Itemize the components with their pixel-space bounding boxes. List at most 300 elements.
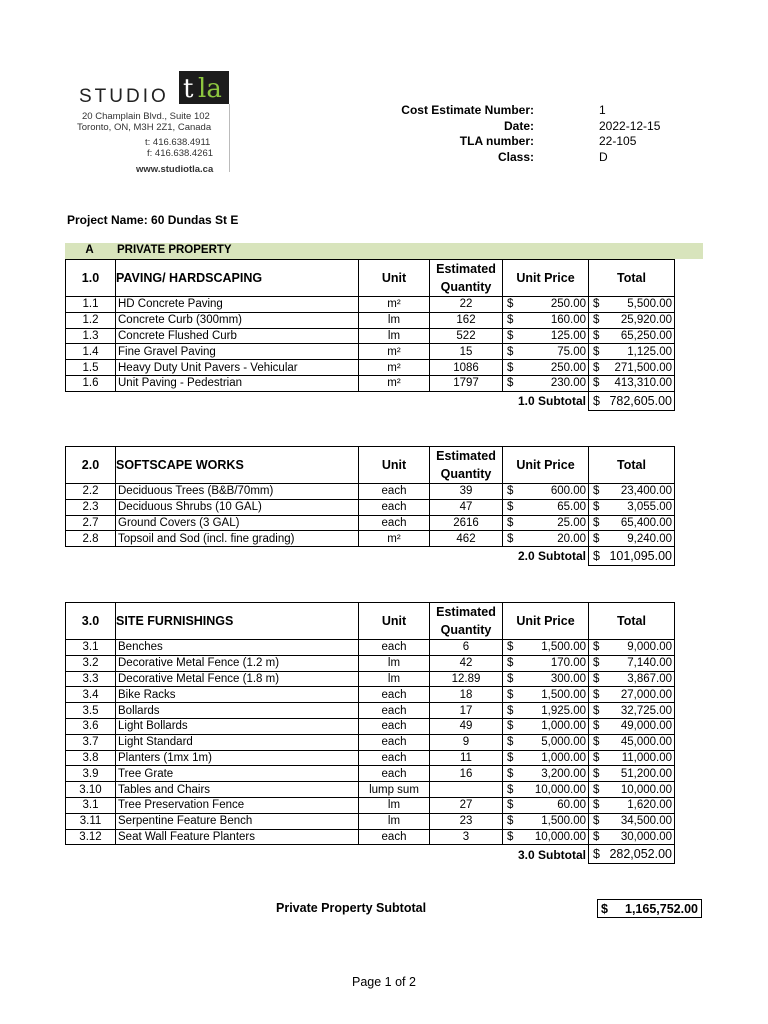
item-quantity: 18: [430, 687, 503, 703]
item-code: 2.7: [66, 515, 116, 531]
item-unit: lm: [359, 671, 430, 687]
item-code: 2.3: [66, 499, 116, 515]
table-header-row: [66, 447, 675, 484]
class-label: Class:: [497, 150, 534, 164]
item-unit-price: [503, 766, 589, 782]
currency-symbol: $: [593, 361, 600, 374]
item-description: Light Standard: [116, 734, 359, 750]
item-quantity: 6: [430, 640, 503, 656]
currency-symbol: $: [507, 314, 514, 327]
header-total: Total: [589, 447, 675, 484]
table-row: [66, 734, 675, 750]
header-estimated-quantity: [430, 603, 503, 640]
currency-symbol: $: [507, 767, 514, 780]
item-total: [589, 671, 675, 687]
item-unit-price: [503, 297, 589, 313]
item-total: [589, 655, 675, 671]
item-quantity: 1086: [430, 360, 503, 376]
item-total-value: 34,500.00: [620, 815, 672, 828]
item-unit-price: [503, 718, 589, 734]
item-code: 3.11: [66, 813, 116, 829]
tla-number-value: 22-105: [599, 134, 637, 148]
item-code: 3.9: [66, 766, 116, 782]
table-row: [66, 360, 675, 376]
currency-symbol: $: [507, 361, 514, 374]
item-unit-price: [503, 655, 589, 671]
item-total-wrap: [591, 783, 672, 797]
table-row: [66, 766, 675, 782]
item-code: 2.2: [66, 484, 116, 500]
subtotal-row: [66, 391, 675, 410]
subtotal: [589, 845, 675, 864]
item-total-value: 65,250.00: [620, 329, 672, 342]
table-row: [66, 797, 675, 813]
item-description: Topsoil and Sod (incl. fine grading): [116, 531, 359, 547]
section-code: 1.0: [66, 260, 116, 297]
subtotal-label: 1.0 Subtotal: [517, 394, 586, 409]
table-header-row: [66, 603, 675, 640]
item-total: [589, 750, 675, 766]
item-total-value: 9,240.00: [627, 532, 672, 545]
table-row: [66, 515, 675, 531]
currency-symbol: $: [507, 377, 514, 390]
item-unit-price-value: 1,500.00: [541, 688, 586, 701]
item-unit-price-value: 250.00: [550, 361, 586, 374]
item-unit-price-wrap: [505, 735, 586, 749]
table-row: [66, 375, 675, 391]
logo-t-letter: t: [183, 74, 194, 104]
tla-number-label: TLA number:: [459, 134, 534, 148]
table-row: [66, 328, 675, 344]
logo-la-letters: la: [198, 74, 222, 104]
subtotal-value: 101,095.00: [609, 549, 672, 564]
currency-symbol: $: [593, 298, 600, 311]
item-unit-price-wrap: [505, 376, 586, 390]
item-unit-price-value: 60.00: [557, 799, 586, 812]
item-total-wrap: [591, 345, 672, 359]
currency-symbol: $: [593, 704, 600, 717]
subtotal-label: 2.0 Subtotal: [517, 549, 586, 564]
currency-symbol: $: [507, 516, 514, 529]
table-row: [66, 718, 675, 734]
private-property-subtotal-value: 1,165,752.00: [625, 901, 698, 916]
item-code: 3.4: [66, 687, 116, 703]
item-code: 3.10: [66, 782, 116, 798]
item-quantity: 16: [430, 766, 503, 782]
item-total-wrap: [591, 688, 672, 702]
item-quantity: [430, 782, 503, 798]
item-quantity: 15: [430, 344, 503, 360]
item-quantity: 12.89: [430, 671, 503, 687]
currency-symbol: $: [593, 688, 600, 701]
item-unit-price-wrap: [505, 798, 586, 812]
item-total-value: 271,500.00: [614, 361, 672, 374]
item-total: [589, 360, 675, 376]
item-description: Concrete Flushed Curb: [116, 328, 359, 344]
item-description: Bike Racks: [116, 687, 359, 703]
table-row: [66, 750, 675, 766]
item-total-wrap: [591, 361, 672, 375]
currency-symbol: $: [593, 501, 600, 514]
item-unit-price-value: 170.00: [550, 657, 586, 670]
item-total: [589, 484, 675, 500]
section-a-title: PRIVATE PROPERTY: [117, 244, 232, 256]
header-qty-line1: Estimated: [436, 449, 496, 463]
subtotal-value: 782,605.00: [609, 393, 672, 408]
item-code: 3.7: [66, 734, 116, 750]
currency-symbol: $: [593, 815, 600, 828]
item-description: Tables and Chairs: [116, 782, 359, 798]
item-unit-price-value: 5,000.00: [541, 736, 586, 749]
site-furnishings-table: [65, 602, 675, 864]
item-unit-price-value: 250.00: [550, 298, 586, 311]
table-row: [66, 687, 675, 703]
item-total: [589, 640, 675, 656]
item-total-value: 3,867.00: [627, 672, 672, 685]
item-description: Concrete Curb (300mm): [116, 312, 359, 328]
item-unit-price-value: 65.00: [557, 501, 586, 514]
item-total: [589, 687, 675, 703]
item-code: 3.8: [66, 750, 116, 766]
section-a-band: [65, 243, 703, 259]
item-unit: each: [359, 484, 430, 500]
item-total-value: 25,920.00: [620, 314, 672, 327]
item-description: Benches: [116, 640, 359, 656]
subtotal-row: [66, 547, 675, 566]
item-total-value: 413,310.00: [614, 377, 672, 390]
item-description: Fine Gravel Paving: [116, 344, 359, 360]
item-unit: each: [359, 734, 430, 750]
item-unit-price: [503, 813, 589, 829]
table-row: [66, 829, 675, 845]
section-title: PAVING/ HARDSCAPING: [116, 260, 359, 297]
header-unit-price: Unit Price: [503, 260, 589, 297]
currency-symbol: $: [593, 657, 600, 670]
item-unit: each: [359, 515, 430, 531]
header-qty-line2: Quantity: [440, 280, 492, 294]
item-unit: lump sum: [359, 782, 430, 798]
address-line-1: 20 Champlain Blvd., Suite 102: [82, 111, 210, 122]
item-unit: m²: [359, 297, 430, 313]
item-total: [589, 734, 675, 750]
item-total-value: 30,000.00: [620, 830, 672, 843]
private-property-subtotal-label: Private Property Subtotal: [276, 901, 427, 915]
item-unit-price-wrap: [505, 484, 586, 498]
item-unit: lm: [359, 797, 430, 813]
item-total-value: 51,200.00: [620, 767, 672, 780]
item-unit-price-value: 3,200.00: [541, 767, 586, 780]
section-title: SOFTSCAPE WORKS: [116, 447, 359, 484]
subtotal-label: 3.0 Subtotal: [517, 847, 586, 862]
item-unit-price: [503, 531, 589, 547]
header-unit-price: Unit Price: [503, 603, 589, 640]
tla-number-row: [440, 134, 680, 150]
item-total: [589, 782, 675, 798]
table-row: [66, 484, 675, 500]
item-total-value: 1,125.00: [627, 345, 672, 358]
item-unit-price-wrap: [505, 313, 586, 327]
item-unit-price: [503, 312, 589, 328]
currency-symbol: $: [507, 657, 514, 670]
item-total-value: 32,725.00: [620, 704, 672, 717]
subtotal-spacer: [66, 845, 503, 864]
item-unit-price: [503, 734, 589, 750]
currency-symbol: $: [593, 767, 600, 780]
estimate-number-value: 1: [599, 103, 606, 117]
date-label: Date:: [503, 119, 534, 133]
subtotal-wrap: [591, 847, 672, 861]
section-a-code: A: [85, 244, 94, 256]
item-total-wrap: [591, 751, 672, 765]
item-code: 2.8: [66, 531, 116, 547]
item-unit-price-value: 1,500.00: [541, 815, 586, 828]
item-unit-price-wrap: [505, 532, 586, 546]
currency-symbol: $: [593, 830, 600, 843]
item-unit-price: [503, 671, 589, 687]
item-unit-price: [503, 360, 589, 376]
item-unit: each: [359, 687, 430, 703]
table-row: [66, 312, 675, 328]
item-total-value: 49,000.00: [620, 720, 672, 733]
item-total-wrap: [591, 830, 672, 844]
currency-symbol: $: [593, 783, 600, 796]
item-unit-price: [503, 515, 589, 531]
item-unit-price-value: 230.00: [550, 377, 586, 390]
item-total-wrap: [591, 798, 672, 812]
item-total-value: 27,000.00: [620, 688, 672, 701]
header-total: Total: [589, 260, 675, 297]
item-description: Seat Wall Feature Planters: [116, 829, 359, 845]
item-unit-price-wrap: [505, 361, 586, 375]
subtotal: [589, 391, 675, 410]
item-total: [589, 375, 675, 391]
item-unit-price: [503, 640, 589, 656]
item-unit: m²: [359, 344, 430, 360]
item-description: Light Bollards: [116, 718, 359, 734]
item-unit-price: [503, 703, 589, 719]
header-estimated-quantity: [430, 260, 503, 297]
item-quantity: 47: [430, 499, 503, 515]
item-code: 3.5: [66, 703, 116, 719]
item-total-wrap: [591, 814, 672, 828]
currency-symbol: $: [507, 329, 514, 342]
item-total-wrap: [591, 500, 672, 514]
item-total-value: 65,400.00: [620, 516, 672, 529]
item-total-wrap: [591, 719, 672, 733]
item-total-wrap: [591, 704, 672, 718]
item-quantity: 162: [430, 312, 503, 328]
item-unit: each: [359, 750, 430, 766]
item-code: 3.12: [66, 829, 116, 845]
item-description: Bollards: [116, 703, 359, 719]
item-code: 3.6: [66, 718, 116, 734]
item-unit-price-wrap: [505, 751, 586, 765]
currency-symbol: $: [593, 393, 600, 408]
currency-symbol: $: [593, 736, 600, 749]
item-code: 1.4: [66, 344, 116, 360]
item-unit: m²: [359, 375, 430, 391]
currency-symbol: $: [601, 901, 608, 916]
item-total: [589, 499, 675, 515]
item-description: Heavy Duty Unit Pavers - Vehicular: [116, 360, 359, 376]
fax: f: 416.638.4261: [147, 148, 214, 159]
item-unit-price-wrap: [505, 516, 586, 530]
header-total: Total: [589, 603, 675, 640]
table-row: [66, 703, 675, 719]
item-quantity: 9: [430, 734, 503, 750]
item-total-wrap: [591, 297, 672, 311]
currency-symbol: $: [593, 751, 600, 764]
currency-symbol: $: [507, 641, 514, 654]
currency-symbol: $: [507, 704, 514, 717]
item-total-wrap: [591, 484, 672, 498]
item-total-value: 1,620.00: [627, 799, 672, 812]
item-quantity: 522: [430, 328, 503, 344]
item-unit-price: [503, 344, 589, 360]
currency-symbol: $: [593, 345, 600, 358]
item-unit-price-value: 75.00: [557, 345, 586, 358]
header-unit: Unit: [359, 447, 430, 484]
address-line-2: Toronto, ON, M3H 2Z1, Canada: [77, 122, 212, 133]
item-quantity: 22: [430, 297, 503, 313]
item-unit: each: [359, 703, 430, 719]
page-number: Page 1 of 2: [352, 975, 416, 989]
item-unit: each: [359, 640, 430, 656]
item-unit-price-wrap: [505, 329, 586, 343]
currency-symbol: $: [507, 298, 514, 311]
item-quantity: 1797: [430, 375, 503, 391]
item-quantity: 39: [430, 484, 503, 500]
item-total-value: 7,140.00: [627, 657, 672, 670]
subtotal-spacer: [66, 547, 503, 566]
item-total-wrap: [591, 656, 672, 670]
item-unit-price-wrap: [505, 656, 586, 670]
item-total: [589, 531, 675, 547]
currency-symbol: $: [507, 720, 514, 733]
item-code: 1.2: [66, 312, 116, 328]
item-unit-price: [503, 484, 589, 500]
table-row: [66, 531, 675, 547]
header-unit: Unit: [359, 603, 430, 640]
currency-symbol: $: [593, 672, 600, 685]
item-description: Unit Paving - Pedestrian: [116, 375, 359, 391]
item-unit: lm: [359, 312, 430, 328]
item-unit-price: [503, 499, 589, 515]
project-name: Project Name: 60 Dundas St E: [67, 213, 239, 227]
item-unit-price: [503, 687, 589, 703]
table-row: [66, 297, 675, 313]
currency-symbol: $: [507, 672, 514, 685]
item-unit-price-wrap: [505, 500, 586, 514]
item-code: 1.6: [66, 375, 116, 391]
item-total-wrap: [591, 329, 672, 343]
class-value: D: [599, 150, 608, 164]
item-quantity: 2616: [430, 515, 503, 531]
item-unit-price-wrap: [505, 297, 586, 311]
currency-symbol: $: [593, 516, 600, 529]
currency-symbol: $: [593, 485, 600, 498]
currency-symbol: $: [507, 485, 514, 498]
table-row: [66, 640, 675, 656]
item-code: 3.2: [66, 655, 116, 671]
header-estimated-quantity: [430, 447, 503, 484]
item-unit-price-value: 10,000.00: [534, 830, 586, 843]
item-unit-price-value: 300.00: [550, 672, 586, 685]
item-unit-price-wrap: [505, 814, 586, 828]
item-code: 3.3: [66, 671, 116, 687]
item-total: [589, 312, 675, 328]
estimate-number-row: [401, 103, 680, 119]
table-row: [66, 782, 675, 798]
item-unit: each: [359, 499, 430, 515]
item-description: Planters (1mx 1m): [116, 750, 359, 766]
item-code: 1.3: [66, 328, 116, 344]
subtotal: [589, 547, 675, 566]
currency-symbol: $: [593, 532, 600, 545]
item-total: [589, 328, 675, 344]
currency-symbol: $: [507, 783, 514, 796]
item-code: 3.1: [66, 797, 116, 813]
website-link[interactable]: www.studiotla.ca: [136, 164, 214, 175]
item-total-wrap: [591, 313, 672, 327]
logo-divider: [229, 104, 230, 172]
item-description: Decorative Metal Fence (1.8 m): [116, 671, 359, 687]
item-total-wrap: [591, 532, 672, 546]
item-description: Deciduous Trees (B&B/70mm): [116, 484, 359, 500]
item-total-value: 45,000.00: [620, 736, 672, 749]
item-unit-price: [503, 750, 589, 766]
item-unit: each: [359, 829, 430, 845]
currency-symbol: $: [507, 736, 514, 749]
table-header-row: [66, 260, 675, 297]
item-quantity: 17: [430, 703, 503, 719]
table-row: [66, 499, 675, 515]
item-unit-price-wrap: [505, 688, 586, 702]
item-total-wrap: [591, 640, 672, 654]
currency-symbol: $: [507, 345, 514, 358]
item-total: [589, 718, 675, 734]
item-total-wrap: [591, 376, 672, 390]
item-description: HD Concrete Paving: [116, 297, 359, 313]
telephone: t: 416.638.4911: [145, 137, 211, 148]
item-total: [589, 766, 675, 782]
header-qty-line1: Estimated: [436, 605, 496, 619]
subtotal-spacer: [66, 391, 503, 410]
item-unit: m²: [359, 360, 430, 376]
paving-table: [65, 259, 675, 411]
currency-symbol: $: [593, 847, 600, 862]
item-code: 1.5: [66, 360, 116, 376]
header-unit-price: Unit Price: [503, 447, 589, 484]
item-unit-price: [503, 797, 589, 813]
item-unit-price-value: 20.00: [557, 532, 586, 545]
item-unit-price-value: 1,500.00: [541, 641, 586, 654]
currency-symbol: $: [507, 501, 514, 514]
item-unit-price-value: 600.00: [550, 485, 586, 498]
currency-symbol: $: [507, 751, 514, 764]
table-row: [66, 344, 675, 360]
currency-symbol: $: [507, 815, 514, 828]
item-code: 3.1: [66, 640, 116, 656]
table-row: [66, 671, 675, 687]
item-total: [589, 515, 675, 531]
item-unit: lm: [359, 328, 430, 344]
header-qty-line1: Estimated: [436, 262, 496, 276]
item-quantity: 11: [430, 750, 503, 766]
item-description: Tree Grate: [116, 766, 359, 782]
subtotal-row: [66, 845, 675, 864]
item-total: [589, 344, 675, 360]
